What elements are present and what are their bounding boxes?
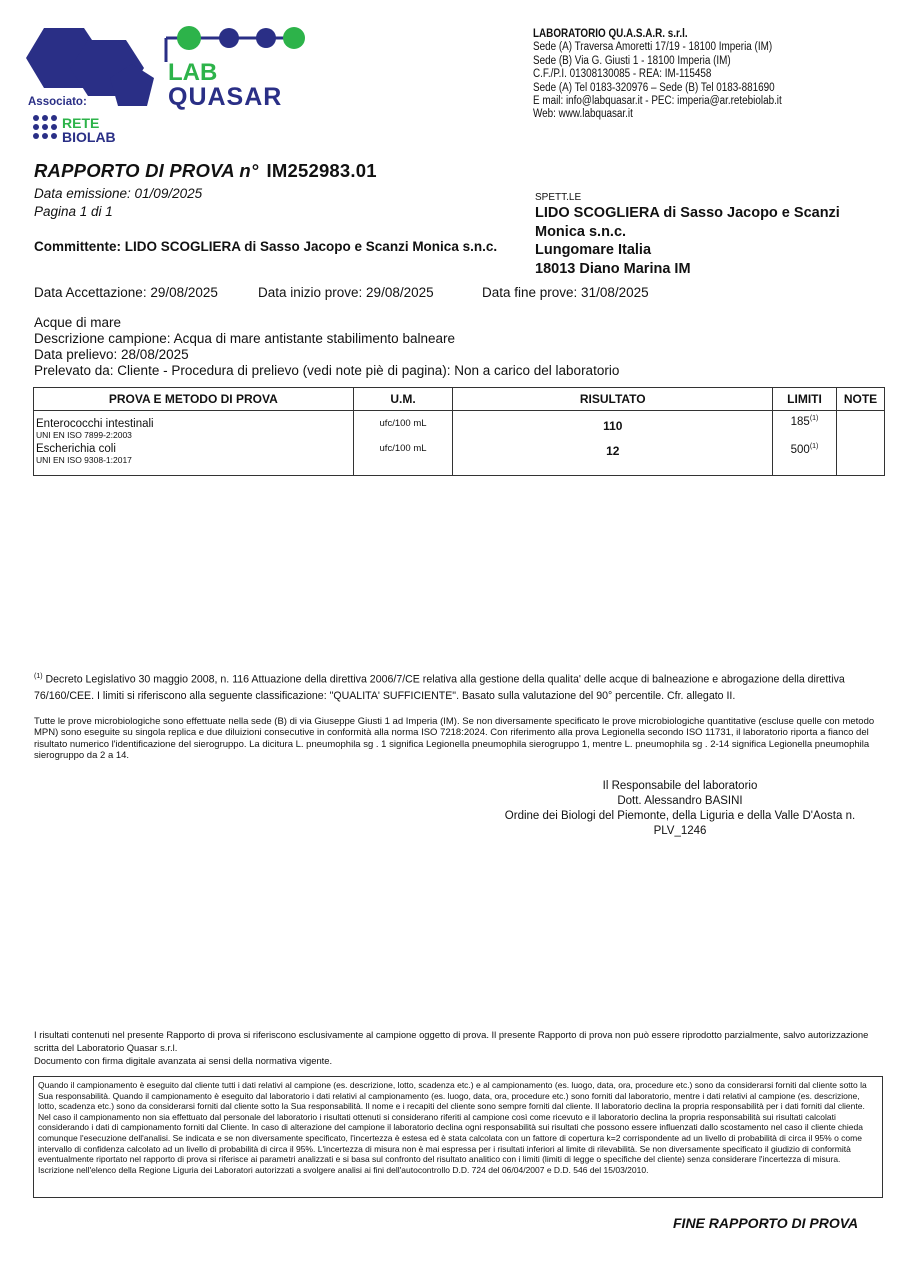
- report-title-label: RAPPORTO DI PROVA n°: [34, 160, 259, 181]
- responsible-name: Dott. Alessandro BASINI: [617, 795, 743, 807]
- sample-description: Descrizione campione: Acqua di mare antistante stabilimento balneare: [34, 331, 455, 346]
- sampled-by: Prelevato da: Cliente - Procedura di prelievo (vedi note piè di pagina): Non a carico del laboratorio: [34, 363, 620, 378]
- limit: [773, 443, 836, 456]
- start-date: Data inizio prove: 29/08/2025: [258, 285, 434, 300]
- recipient-address: [535, 204, 885, 278]
- lab-info-line: C.F./P.I. 01308130085 - REA: IM-115458: [533, 68, 712, 81]
- report-title: [34, 160, 377, 182]
- sample-type: Acque di mare: [34, 315, 122, 330]
- limit-note-mark: (1): [809, 442, 819, 450]
- recipient-name: LIDO SCOGLIERA di Sasso Jacopo e Scanzi Monica s.n.c.: [535, 205, 840, 240]
- lab-quasar-logo: [26, 18, 316, 148]
- recipient-city: 18013 Diano Marina IM: [535, 260, 691, 277]
- lab-info-line: Sede (B) Via G. Giusti 1 - 18100 Imperia (IM): [533, 54, 731, 67]
- limit-value: 500: [790, 443, 810, 456]
- sampling-date: Data prelievo: 28/08/2025: [34, 347, 189, 362]
- disclaimer-results: I risultati contenuti nel presente Rapporto di prova si riferiscono esclusivamente al campione oggetto di prova. Il presente Rapporto di prova non può essere riprodotto parzialmente, salvo autorizzazione scritta del Laboratorio Quasar s.r.l.: [34, 1029, 869, 1053]
- table-row: [34, 411, 885, 441]
- lab-name: LABORATORIO QU.A.S.A.R. s.r.l.: [533, 28, 688, 40]
- lab-info-line: Web: www.labquasar.it: [533, 108, 633, 121]
- limit-value: 185: [790, 415, 810, 428]
- acceptance-date: Data Accettazione: 29/08/2025: [34, 285, 218, 300]
- result: 12: [606, 443, 620, 458]
- associato-label: Associato:: [28, 96, 87, 108]
- result: 110: [603, 419, 623, 433]
- logo-quasar-text: QUASAR: [168, 83, 283, 111]
- table-row: [34, 441, 885, 476]
- end-date: Data fine prove: 31/08/2025: [482, 285, 649, 300]
- lab-info-line: E mail: info@labquasar.it - PEC: imperia@ar.retebiolab.it: [533, 95, 782, 108]
- header-notes: NOTE: [836, 388, 884, 411]
- limit-note-mark: (1): [809, 415, 819, 422]
- microbiology-note: Tutte le prove microbiologiche sono effettuate nella sede (B) di via Giuseppe Giusti 1 ad Imperia (IM). Se non diversamente specificato le prove microbiologiche quantitative (escluse quelle con metodo MPN) sono eseguite su singola replica e due diluizioni consecutive in conformità alla norma ISO 7218:2024. Con riferimento alla prova Legionella secondo ISO 11731, il laboratorio riporta a fianco del risultato numerico l'identificazione del sierogruppo. La dicitura L. pneumophila sg . 1 significa Legionella pneumophila sierogruppo 1, mentre L. pneumophila sg . 2-14 significa Legionella pneumophila sierogruppo da 2 a 14.: [34, 716, 875, 761]
- logo-dot-blue-2: [256, 28, 276, 48]
- footnote-text: Decreto Legislativo 30 maggio 2008, n. 116 Attuazione della direttiva 2006/7/CE relativa alla gestione della qualita' delle acque di balneazione e abrogazione della direttiva 76/160/CEE. I limiti si riferiscono alla seguente classificazione: "QUALITA' SUFFICIENTE". Basato sulla valutazione del 90° percentile. Cfr. allegato II.: [34, 673, 845, 702]
- lab-info: [533, 28, 791, 122]
- logo-dot-green-1: [177, 26, 201, 50]
- logo-dot-green-2: [283, 27, 305, 49]
- footnote-mark: (1): [34, 673, 43, 680]
- disclaimer: [34, 1028, 884, 1067]
- logo-lab-text: LAB: [168, 59, 218, 86]
- lab-info-line: Sede (A) Traversa Amoretti 17/19 - 18100 Imperia (IM): [533, 41, 773, 54]
- header-test: PROVA E METODO DI PROVA: [34, 388, 354, 411]
- spett-label: SPETT.LE: [535, 192, 582, 203]
- header-result: RISULTATO: [453, 388, 773, 411]
- results-table: [33, 387, 885, 476]
- unit: ufc/100 mL: [379, 418, 427, 429]
- logo-dot-blue: [219, 28, 239, 48]
- header-um: U.M.: [353, 388, 453, 411]
- svg-text:RETE: RETE: [62, 115, 100, 131]
- legal-notes-text: Quando il campionamento è eseguito dal cliente tutti i dati relativi al campione (es. descrizione, lotto, scadenza etc.) e al campionamento (es. luogo, data, ora, procedure etc.) sono da considerarsi forniti dal cliente sotto la Sua responsabilità. Quando il campionamento è eseguito dal laboratorio i dati relativi al campionamento (es. luogo, data, ora, procedure etc.) sono forniti dal laboratorio, mentre i dati relativi al campione (es. descrizione, lotto, scadenza etc.) sono da considerarsi forniti dal cliente sotto la Sua responsabilità. Il nome e i recapiti del cliente sono sempre forniti dal cliente. Il laboratorio declina la propria responsabilità per i dati forniti dal cliente. Nel caso il campionamento non sia effettuato dal personale del laboratorio i risultati ottenuti si considerano riferiti al campione così come ricevuto e il laboratorio declina la propria responsabilità sui risultati calcolati considerando i dati di campionamento forniti dal Cliente. In caso di alterazione del campione il laboratorio declina ogni responsabilità sui risultati che possono essere influenzati dallo scostamento nel caso il cliente chieda comunque l'esecuzione dell'analisi. Se indicata e se non diversamente specificato, l'incertezza è estesa ed è stata calcolata con un fattore di copertura k=2 corrispondente ad un livello di probabilità di circa il 95% o come intervallo di confidenza calcolato ad un livello di probabilità di circa il 95%. L'incertezza di misura non è mai espressa per i risultati inferiori al limite di rilevabilità. Se non diversamente specificato il giudizio di conformità eventualmente riportato nel rapporto di prova si riferisce ai parametri analizzati e si basa sul confronto del risultato analitico con i limiti (limiti di legge o specifiche del cliente) senza considerare l'incertezza di misura. Iscrizione nell'elenco della Regione Liguria dei Laboratori autorizzati a svolgere analisi ai fini dell'autocontrollo D.D. 724 del 06/04/2007 e D.D. 546 del 15/03/2010.: [38, 1080, 867, 1175]
- responsible-order: Ordine dei Biologi del Piemonte, della Liguria e della Valle D'Aosta n. PLV_1246: [504, 810, 856, 837]
- limit: [773, 415, 836, 428]
- recipient-street: Lungomare Italia: [535, 242, 652, 258]
- page-count: Pagina 1 di 1: [34, 204, 113, 219]
- svg-text:BIOLAB: BIOLAB: [62, 129, 116, 145]
- lab-info-line: Sede (A) Tel 0183-320976 – Sede (B) Tel 0183-881690: [533, 81, 775, 94]
- responsible-role: Il Responsabile del laboratorio: [602, 780, 758, 792]
- header-limits: LIMITI: [773, 388, 837, 411]
- footnote-legislation: [34, 669, 884, 704]
- disclaimer-signature: Documento con firma digitale avanzata ai sensi della normativa vigente.: [34, 1055, 333, 1066]
- test-name: Escherichia coli: [36, 442, 116, 455]
- lab-responsible: [480, 779, 880, 839]
- report-number: IM252983.01: [266, 160, 377, 181]
- test-method: UNI EN ISO 7899-2:2003: [36, 430, 132, 440]
- test-method: UNI EN ISO 9308-1:2017: [36, 454, 132, 465]
- rete-biolab-logo: [33, 115, 116, 145]
- unit: ufc/100 mL: [379, 442, 427, 454]
- emission-date: Data emissione: 01/09/2025: [34, 186, 203, 201]
- committente: Committente: LIDO SCOGLIERA di Sasso Jacopo e Scanzi Monica s.n.c.: [34, 239, 498, 254]
- test-name: Enterococchi intestinali: [36, 418, 154, 430]
- end-of-report: FINE RAPPORTO DI PROVA: [673, 1215, 859, 1231]
- sample-info: [34, 315, 619, 379]
